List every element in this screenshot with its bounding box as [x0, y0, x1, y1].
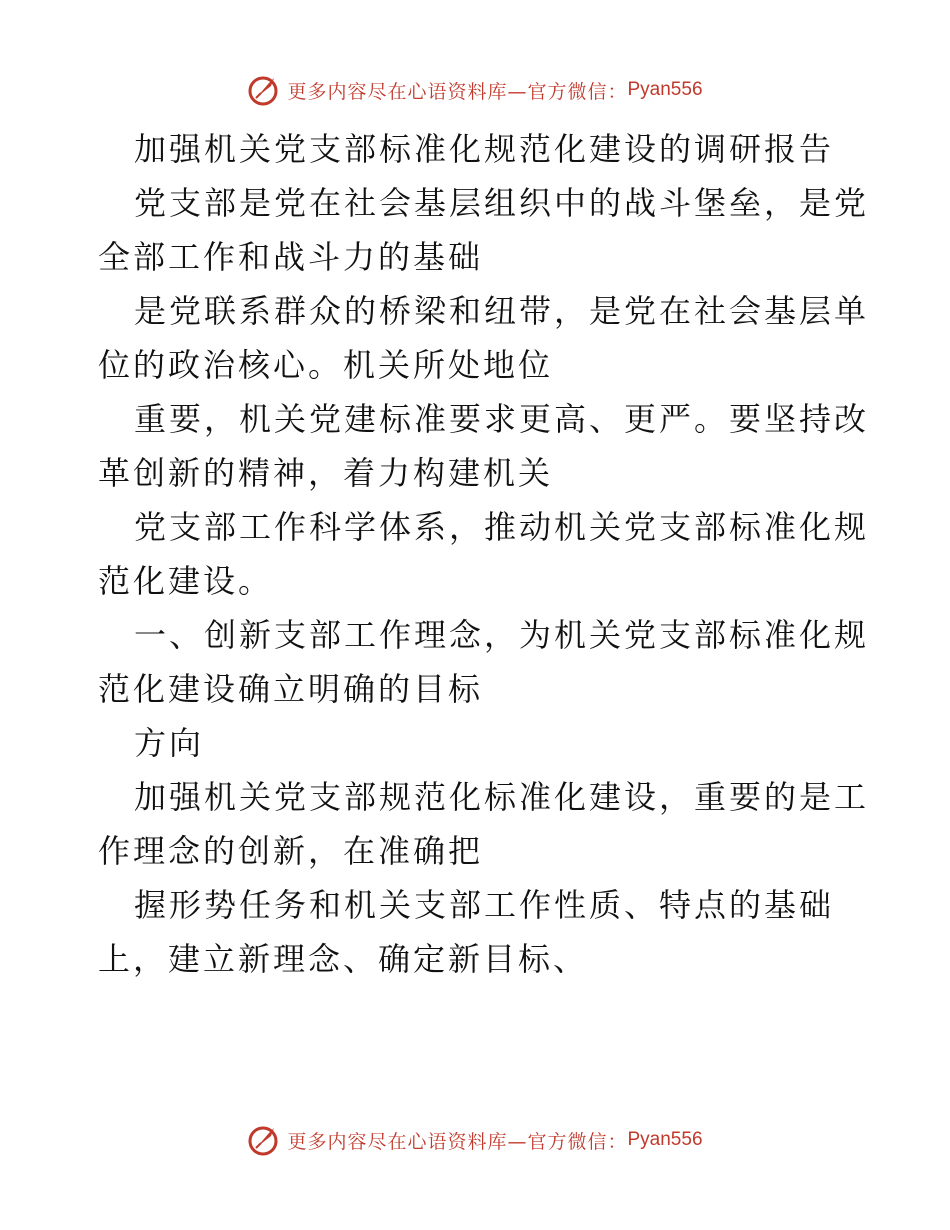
- document-title: 加强机关党支部标准化规范化建设的调研报告: [134, 130, 835, 168]
- footer-banner: [0, 1120, 950, 1160]
- paragraph-line: 握形势任务和机关支部工作性质、特点的基础: [134, 886, 835, 924]
- paragraph-line: 党支部工作科学体系，推动机关党支部标准化规: [134, 508, 870, 546]
- paragraph-line: 是党联系群众的桥梁和纽带，是党在社会基层单: [134, 292, 870, 330]
- document-body: [98, 122, 870, 986]
- paragraph-line: 全部工作和战斗力的基础: [98, 238, 484, 276]
- footer-wechat-id: Pyan556: [627, 1129, 703, 1150]
- section-heading-line: 范化建设确立明确的目标: [98, 670, 484, 708]
- header-banner-text: 更多内容尽在心语资料库—官方微信：: [287, 80, 628, 103]
- header-banner: [0, 70, 950, 110]
- paragraph-line: 上，建立新理念、确定新目标、: [98, 940, 589, 978]
- quill-logo-icon: [247, 73, 281, 107]
- paragraph-line: 革创新的精神，着力构建机关: [98, 454, 554, 492]
- paragraph-line: 作理念的创新，在准确把: [98, 832, 484, 870]
- paragraph-line: 范化建设。: [98, 562, 274, 600]
- section-heading-line: 方向: [134, 724, 205, 762]
- header-wechat-id: Pyan556: [627, 79, 703, 100]
- paragraph-line: 位的政治核心。机关所处地位: [98, 346, 554, 384]
- paragraph-line: 加强机关党支部规范化标准化建设，重要的是工: [134, 778, 870, 816]
- paragraph-line: 重要，机关党建标准要求更高、更严。要坚持改: [134, 400, 870, 438]
- section-heading-line: 一、创新支部工作理念，为机关党支部标准化规: [134, 616, 870, 654]
- quill-logo-icon: [247, 1123, 281, 1157]
- paragraph-line: 党支部是党在社会基层组织中的战斗堡垒，是党: [134, 184, 870, 222]
- footer-banner-text: 更多内容尽在心语资料库—官方微信：: [287, 1130, 628, 1153]
